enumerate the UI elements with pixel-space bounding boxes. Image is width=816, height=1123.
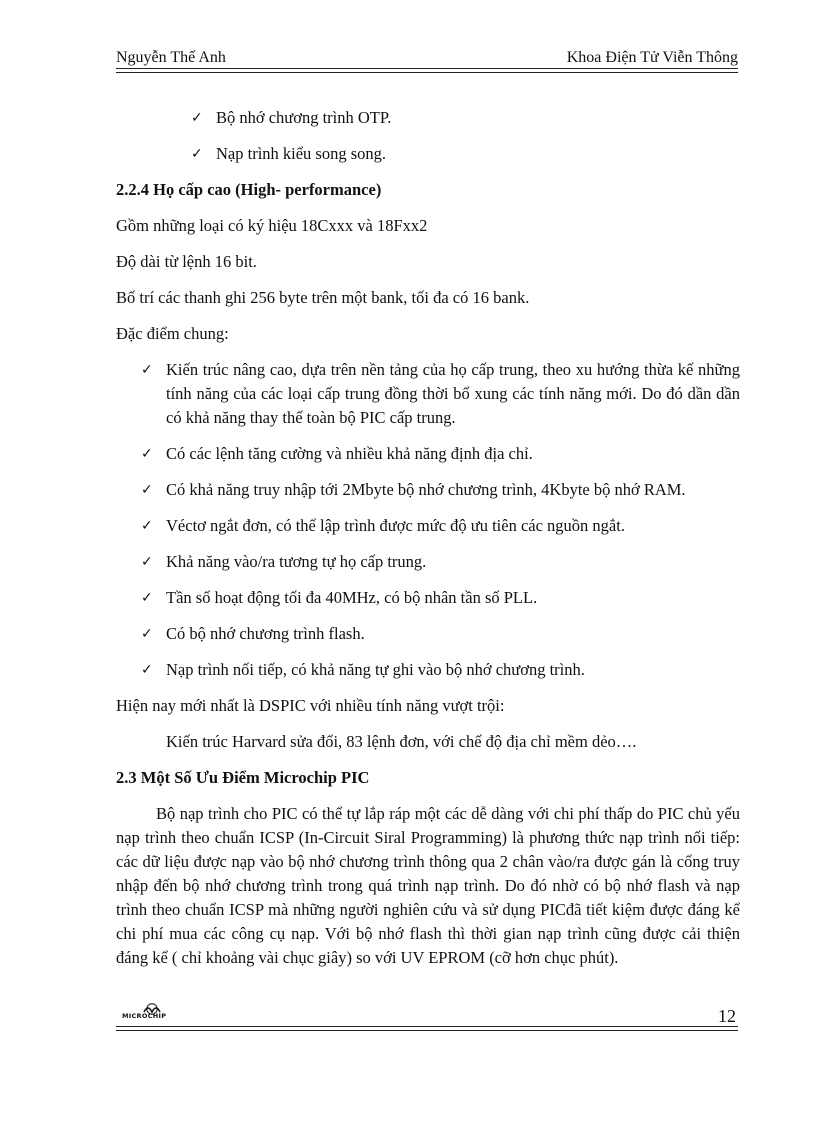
header-department: Khoa Điện Tử Viễn Thông xyxy=(566,49,738,66)
feature-item xyxy=(116,550,740,574)
header-author: Nguyễn Thế Anh xyxy=(116,49,226,66)
feature-item xyxy=(116,478,740,502)
list-item xyxy=(116,142,740,166)
microchip-logo-icon xyxy=(122,1002,182,1022)
feature-text: Véctơ ngắt đơn, có thể lập trình được mức độ ưu tiên các nguồn ngắt. xyxy=(166,516,625,535)
feature-text: Có các lệnh tăng cường và nhiều khả năng định địa chỉ. xyxy=(166,444,533,463)
check-icon: ✓ xyxy=(141,518,153,534)
feature-item xyxy=(116,586,740,610)
top-list xyxy=(116,106,740,166)
dspic-line: Hiện nay mới nhất là DSPIC với nhiều tính năng vượt trội: xyxy=(116,696,505,715)
section-heading-2-3: 2.3 Một Số Ưu Điểm Microchip PIC xyxy=(116,768,370,787)
page-content xyxy=(116,106,740,970)
check-icon: ✓ xyxy=(141,590,153,606)
list-item xyxy=(116,106,740,130)
page-footer xyxy=(116,1000,738,1026)
feature-item xyxy=(116,442,740,466)
check-icon: ✓ xyxy=(141,626,153,642)
feature-list xyxy=(116,358,740,682)
check-icon: ✓ xyxy=(141,554,153,570)
body-line: Bố trí các thanh ghi 256 byte trên một bank, tối đa có 16 bank. xyxy=(116,288,530,307)
page-header xyxy=(116,46,738,68)
feature-text: Tần số hoạt động tối đa 40MHz, có bộ nhân tần số PLL. xyxy=(166,588,538,607)
body-line: Đặc điểm chung: xyxy=(116,324,229,343)
feature-item xyxy=(116,622,740,646)
body-line: Gồm những loại có ký hiệu 18Cxxx và 18Fxx2 xyxy=(116,216,428,235)
header-rule xyxy=(116,68,738,73)
feature-text: Nạp trình nối tiếp, có khả năng tự ghi vào bộ nhớ chương trình. xyxy=(166,660,585,679)
body-line: Độ dài từ lệnh 16 bit. xyxy=(116,252,257,271)
feature-text: Khả năng vào/ra tương tự họ cấp trung. xyxy=(166,552,427,571)
feature-item xyxy=(116,358,740,430)
check-icon: ✓ xyxy=(191,110,203,126)
check-icon: ✓ xyxy=(141,662,153,678)
feature-text: Có khả năng truy nhập tới 2Mbyte bộ nhớ chương trình, 4Kbyte bộ nhớ RAM. xyxy=(166,480,686,499)
check-icon: ✓ xyxy=(191,146,203,162)
feature-item xyxy=(116,514,740,538)
check-icon: ✓ xyxy=(141,446,153,462)
feature-text: Kiến trúc nâng cao, dựa trên nền tảng của họ cấp trung, theo xu hướng thừa kế những tính năng của các loại cấp trung đồng thời bổ xung các tính năng mới. Do đó dần dần có khả năng thay thế toàn bộ PIC cấp trung. xyxy=(166,360,740,427)
section-heading-2-2-4: 2.2.4 Họ cấp cao (High- performance) xyxy=(116,180,382,199)
feature-item xyxy=(116,658,740,682)
check-icon: ✓ xyxy=(141,362,153,378)
feature-text: Có bộ nhớ chương trình flash. xyxy=(166,624,365,643)
footer-rule xyxy=(116,1026,738,1031)
logo-text: MICROCHIP xyxy=(122,1012,167,1020)
check-icon: ✓ xyxy=(141,482,153,498)
dspic-detail: Kiến trúc Harvard sửa đổi, 83 lệnh đơn, với chế độ địa chỉ mềm dẻo…. xyxy=(166,732,637,751)
list-item-text: Nạp trình kiểu song song. xyxy=(216,144,387,163)
list-item-text: Bộ nhớ chương trình OTP. xyxy=(216,108,392,127)
section-2-3-paragraph: Bộ nạp trình cho PIC có thể tự lắp ráp một các dễ dàng với chi phí thấp do PIC chủ yếu nạp trình theo chuẩn ICSP (In-Circuit Siral Programming) là phương thức nạp trình nối tiếp: các dữ liệu được nạp vào bộ nhớ chương trình thông qua 2 chân vào/ra được gán là cổng truy nhập đến bộ nhớ chương trình trong quá trình nạp trình. Do đó nhờ có bộ nhớ flash và nạp trình theo chuẩn ICSP mà những người nghiên cứu và sử dụng PICđã tiết kiệm được đáng kể chi phí mua các công cụ nạp. Với bộ nhớ flash thì thời gian nạp trình cũng được cải thiện đáng kể ( chỉ khoảng vài chục giây) so với UV EPROM (cỡ hơn chục phút). xyxy=(116,804,740,967)
page-number: 12 xyxy=(718,1006,736,1026)
